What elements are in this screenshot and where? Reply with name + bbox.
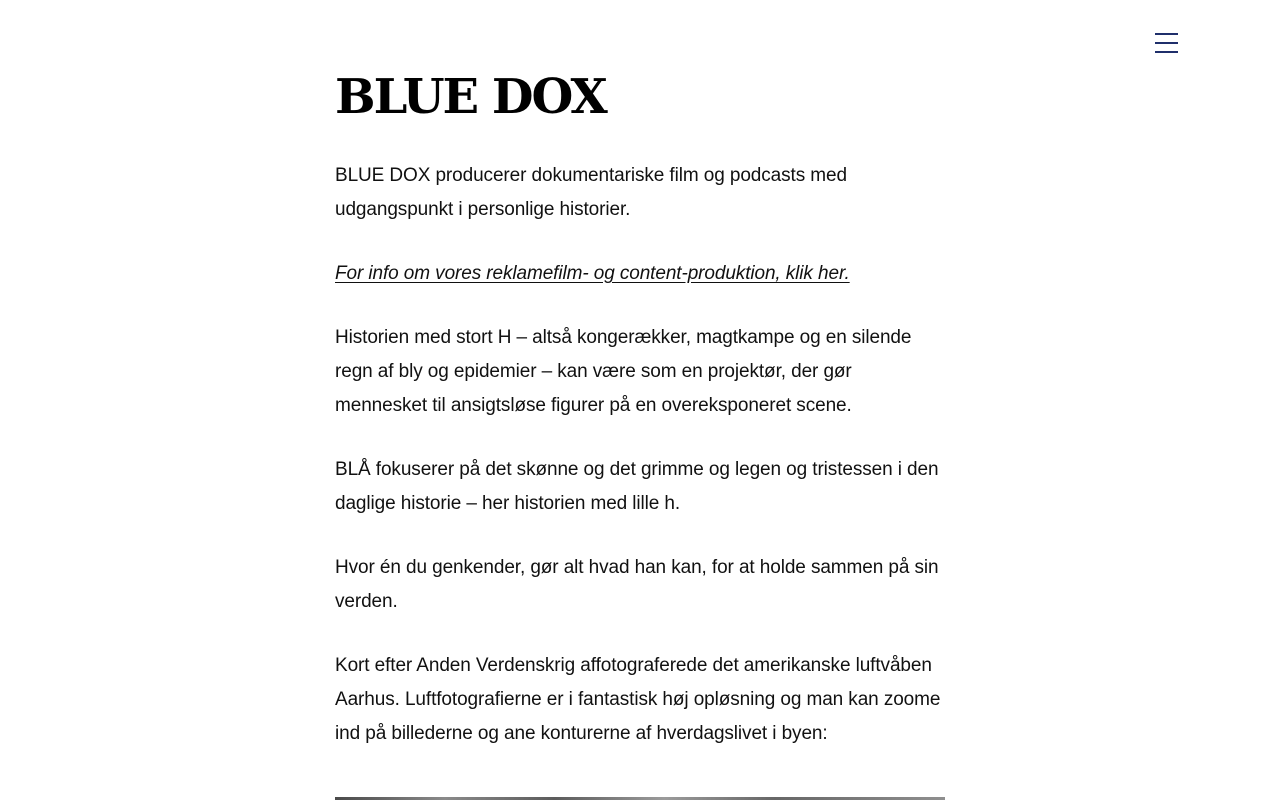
recognition-paragraph: Hvor én du genkender, gør alt hvad han kan, for at holde sammen på sin verden. xyxy=(335,557,939,612)
site-logo[interactable]: BLUE DOX xyxy=(335,69,606,125)
hamburger-menu-icon-middle xyxy=(1155,42,1178,44)
commercial-production-link[interactable]: For info om vores reklamefilm- og content-produktion, klik her. xyxy=(335,263,850,284)
aerial-photo-paragraph: Kort efter Anden Verdenskrig affotograferede det amerikanske luftvåben Aarhus. Luftfotografierne er i fantastisk høj opløsning og man kan zoome ind på billederne og ane konturerne af hverdagslivet i byen: xyxy=(335,655,941,744)
history-paragraph: Historien med stort H – altså kongerækker, magtkampe og en silende regn af bly og epidemier – kan være som en projektør, der gør mennesket til ansigtsløse figurer på en overeksponeret scene. xyxy=(335,327,912,416)
intro-paragraph: BLUE DOX producerer dokumentariske film og podcasts med udgangspunkt i personlige historier. xyxy=(335,165,847,220)
commercial-link-paragraph xyxy=(335,257,945,291)
main-content xyxy=(335,68,945,751)
hamburger-menu-icon-bottom xyxy=(1155,51,1178,53)
focus-paragraph: BLÅ fokuserer på det skønne og det grimme og legen og tristessen i den daglige historie – her historien med lille h. xyxy=(335,459,939,514)
hamburger-menu-icon xyxy=(1155,33,1178,35)
menu-button[interactable] xyxy=(1154,32,1180,54)
